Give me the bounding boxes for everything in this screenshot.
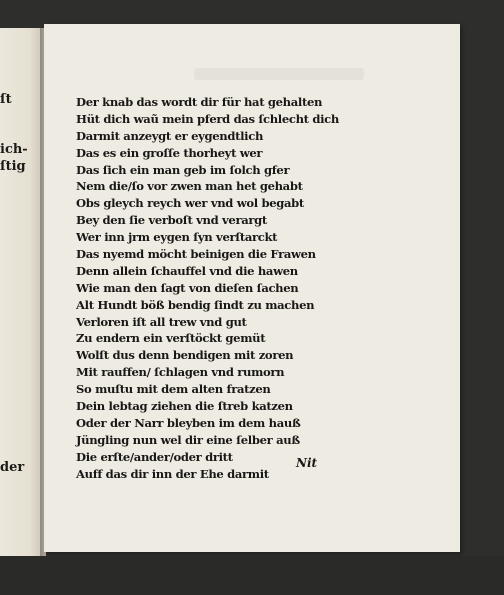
right-page [44, 24, 460, 552]
verse-line: Alt Hundt böß bendig ſindt zu machen [76, 297, 315, 312]
verse-line: Bey den ſie verboſt vnd verargt [76, 213, 267, 228]
verse-line: Verloren iſt all trew vnd gut [76, 314, 247, 329]
left-page-fragment: der [0, 460, 25, 475]
verse-line: Jüngling nun wel dir eine ſelber auß [76, 432, 300, 447]
scan-background [0, 556, 504, 595]
verse-line: Das ſich ein man geb im ſolch gfer [76, 162, 290, 177]
verse-line: Oder der Narr bleyben im dem hauß [76, 415, 301, 430]
verse-line: Das es ein groſſe thorheyt wer [76, 145, 263, 160]
verse-line: Auff das dir inn der Ehe darmit [76, 466, 269, 481]
verse-line: Nem die/ſo vor zwen man het gehabt [76, 179, 303, 194]
verse-line: Denn allein ſchauffel vnd die hawen [76, 263, 298, 278]
verse-line: Darmit anzeygt er eygendtlich [76, 128, 264, 143]
verse-block [76, 94, 339, 482]
left-page-edge [0, 28, 42, 568]
verse-line: So muſtu mit dem alten fratzen [76, 382, 271, 397]
verse-line: Dein lebtag ziehen die ſtreb katzen [76, 399, 293, 414]
left-page-fragment: ſt [0, 92, 12, 107]
left-page-fragment: ich- [0, 142, 28, 157]
verse-line: Wolſt dus denn bendigen mit zoren [76, 348, 294, 363]
verse-line: Der knab das wordt dir für hat gehalten [76, 95, 323, 109]
verse-line: Das nyemd möcht beinigen die Frawen [76, 247, 316, 262]
left-page-fragment: ſtig [0, 159, 26, 174]
verse-line: Zu endern ein verſtöckt gemüt [76, 331, 266, 346]
verse-line: Wer inn jrm eygen ſyn verſtarckt [76, 230, 278, 245]
verse-line: Mit rauffen/ ſchlagen vnd rumorn [76, 365, 285, 380]
verse-line: Hüt dich waũ mein pferd das ſchlecht dich [76, 111, 339, 126]
bleed-through-heading [194, 68, 364, 80]
verse-line: Wie man den ſagt von dieſen ſachen [76, 280, 299, 295]
verse-line: Obs gleych reych wer vnd wol begabt [76, 196, 304, 211]
catchword: Nit [296, 456, 318, 470]
verse-line: Die erſte/ander/oder dritt [76, 449, 233, 464]
